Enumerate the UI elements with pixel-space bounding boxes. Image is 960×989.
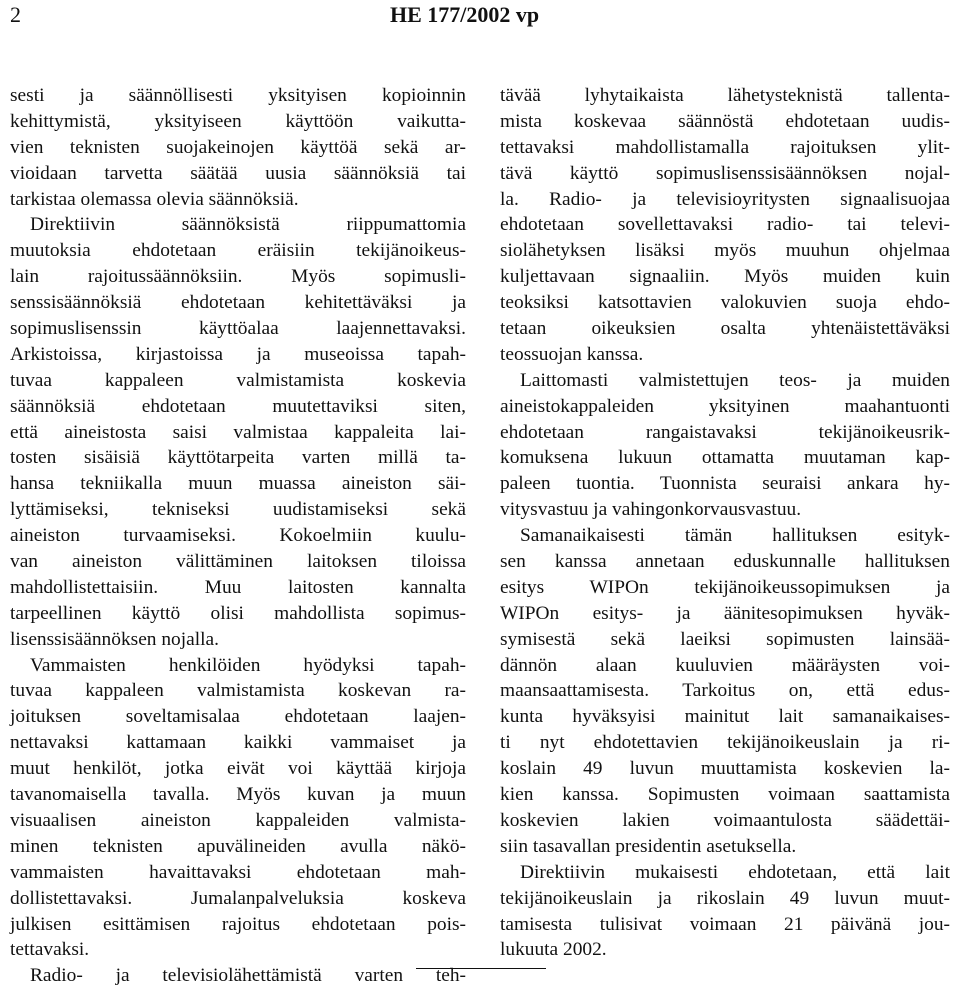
right-text-column [500,83,950,963]
left-column-line: joituksen soveltamisalaa ehdotetaan laajen- [10,706,466,728]
right-column-line: aineistokappaleiden yksityinen maahantuonti [500,395,950,417]
left-column-line: että aineistosta saisi valmistaa kappaleita lai- [10,421,466,443]
left-column-line: tettavaksi. [10,939,90,961]
right-column-line: teossuojan kanssa. [500,343,644,365]
right-column-line: vitysvastuu ja vahingonkorvausvastuu. [500,499,802,521]
left-column-line: tarpeellinen käyttö olisi mahdollista sopimus- [10,602,466,624]
running-title: HE 177/2002 vp [390,2,540,27]
right-column-line: komuksena lukuun ottamatta muutaman kap- [500,447,950,469]
page-number: 2 [10,2,21,27]
right-column-line: siolähetyksen lisäksi myös muuhun ohjelmaa [500,240,950,262]
left-column-line: sesti ja säännöllisesti yksityisen kopioinnin [10,85,466,106]
left-column-line: tuvaa kappaleen valmistamista koskevan ra- [10,680,466,702]
right-column-line: la. Radio- ja televisioyritysten signaalisuojaa [500,188,950,210]
left-column-line: senssisäännöksiä ehdotetaan kehitettäväksi ja [10,292,466,314]
left-column-line: vioidaan tarvetta säätää uusia säännöksiä tai [10,162,466,184]
left-column-line: Arkistoissa, kirjastoissa ja museoissa tapah- [10,343,466,365]
right-column-line: ti nyt ehdotettavien tekijänoikeuslain ja ri- [500,732,950,754]
right-column-line: dännön alaan kuuluvien määräysten voi- [500,654,950,676]
left-column-line: van aineiston välittäminen laitoksen tiloissa [10,551,466,573]
left-column-line: kehittymistä, yksityiseen käyttöön vaikutta- [10,110,466,132]
right-column-line: mista koskevaa säännöstä ehdotetaan uudis- [500,110,950,132]
right-column-line: symisestä sekä laeiksi sopimusten lainsää- [500,628,950,650]
right-column-line: tävää lyhytaikaista lähetysteknistä tallenta- [500,85,950,106]
right-column-line: WIPOn esitys- ja äänitesopimuksen hyväk- [500,602,950,624]
right-column-line: kien kanssa. Sopimusten voimaan saattamista [500,784,950,806]
left-column-line: säännöksiä ehdotetaan muutettaviksi siten, [10,395,466,417]
left-column-line: dollistettavaksi. Jumalanpalveluksia koskeva [10,887,466,909]
right-column-line: paleen tuontia. Tuonnista seuraisi ankara hy- [500,473,950,495]
left-column-line: sopimuslisenssin käyttöalaa laajennettavaksi. [10,318,466,340]
right-column-line: Samanaikaisesti tämän hallituksen esityk- [520,525,950,547]
left-column-line: julkisen esittämisen rajoitus ehdotetaan pois- [10,913,466,935]
left-column-line: vien teknisten suojakeinojen käyttöä sekä ar- [10,136,466,158]
right-column-line: tävä käyttö sopimuslisenssisäännöksen nojal- [500,162,950,184]
right-column-line: koskevien lakien voimaantulosta säädettäi- [500,809,950,831]
left-column-line: tavanomaisella tavalla. Myös kuvan ja muun [10,784,466,806]
left-column-line: nettavaksi kattamaan kaikki vammaiset ja [10,732,466,754]
right-column-line: kuljettavaan signaaliin. Myös muiden kuin [500,266,950,288]
left-column-line: Vammaisten henkilöiden hyödyksi tapah- [30,654,466,676]
left-column-line: hansa tekniikalla muun muassa aineiston säi- [10,473,466,495]
left-column-line: Radio- ja televisiolähettämistä varten teh- [30,965,466,987]
right-column-line: ehdotetaan sovellettavaksi radio- tai televi- [500,214,950,236]
footnote-separator-rule [416,968,546,969]
right-column-line: lukuuta 2002. [500,939,607,961]
left-column-line: Direktiivin säännöksistä riippumattomia [30,214,466,236]
left-column-line: tosten sisäisiä käyttötarpeita varten millä ta- [10,447,466,469]
right-column-line: tetaan oikeuksien osalta yhtenäistettäväksi [500,318,950,340]
right-column-line: ehdotetaan rangaistavaksi tekijänoikeusrik- [500,421,950,443]
right-column-line: kunta hyväksyisi mainitut lait samanaikaises- [500,706,950,728]
left-column-line: muut henkilöt, jotka eivät voi käyttää kirjoja [10,758,466,780]
left-column-line: tuvaa kappaleen valmistamista koskevia [10,369,466,391]
left-column-line: visuaalisen aineiston kappaleiden valmista- [10,809,466,831]
left-column-line: aineiston turvaamiseksi. Kokoelmiin kuulu- [10,525,466,547]
right-column-line: tettavaksi mahdollistamalla rajoituksen ylit- [500,136,950,158]
left-column-line: lain rajoitussäännöksiin. Myös sopimusli- [10,266,466,288]
left-column-line: lisenssisäännöksen nojalla. [10,628,219,650]
left-column-line: lyttämiseksi, tekniseksi uudistamiseksi sekä [10,499,466,521]
left-column-line: muutoksia ehdotetaan eräisiin tekijänoikeus- [10,240,466,262]
left-column-line: mahdollistettaisiin. Muu laitosten kannalta [10,576,466,598]
right-column-line: maansaattamisesta. Tarkoitus on, että edus- [500,680,950,702]
left-text-column [10,83,466,989]
left-column-line: tarkistaa olemassa olevia säännöksiä. [10,188,299,210]
right-column-line: teoksiksi katsottavien valokuvien suoja ehdo- [500,292,950,314]
right-column-line: tamisesta tulisivat voimaan 21 päivänä jou- [500,913,950,935]
right-column-line: sen kanssa annetaan eduskunnalle hallituksen [500,551,950,573]
left-column-line: minen teknisten apuvälineiden avulla näkö- [10,835,466,857]
left-column-line: vammaisten havaittavaksi ehdotetaan mah- [10,861,466,883]
right-column-line: Direktiivin mukaisesti ehdotetaan, että lait [520,861,950,883]
right-column-line: koslain 49 luvun muuttamista koskevien la- [500,758,950,780]
right-column-line: esitys WIPOn tekijänoikeussopimuksen ja [500,576,950,598]
right-column-line: Laittomasti valmistettujen teos- ja muiden [520,369,950,391]
right-column-line: siin tasavallan presidentin asetuksella. [500,835,797,857]
right-column-line: tekijänoikeuslain ja rikoslain 49 luvun muut- [500,887,950,909]
